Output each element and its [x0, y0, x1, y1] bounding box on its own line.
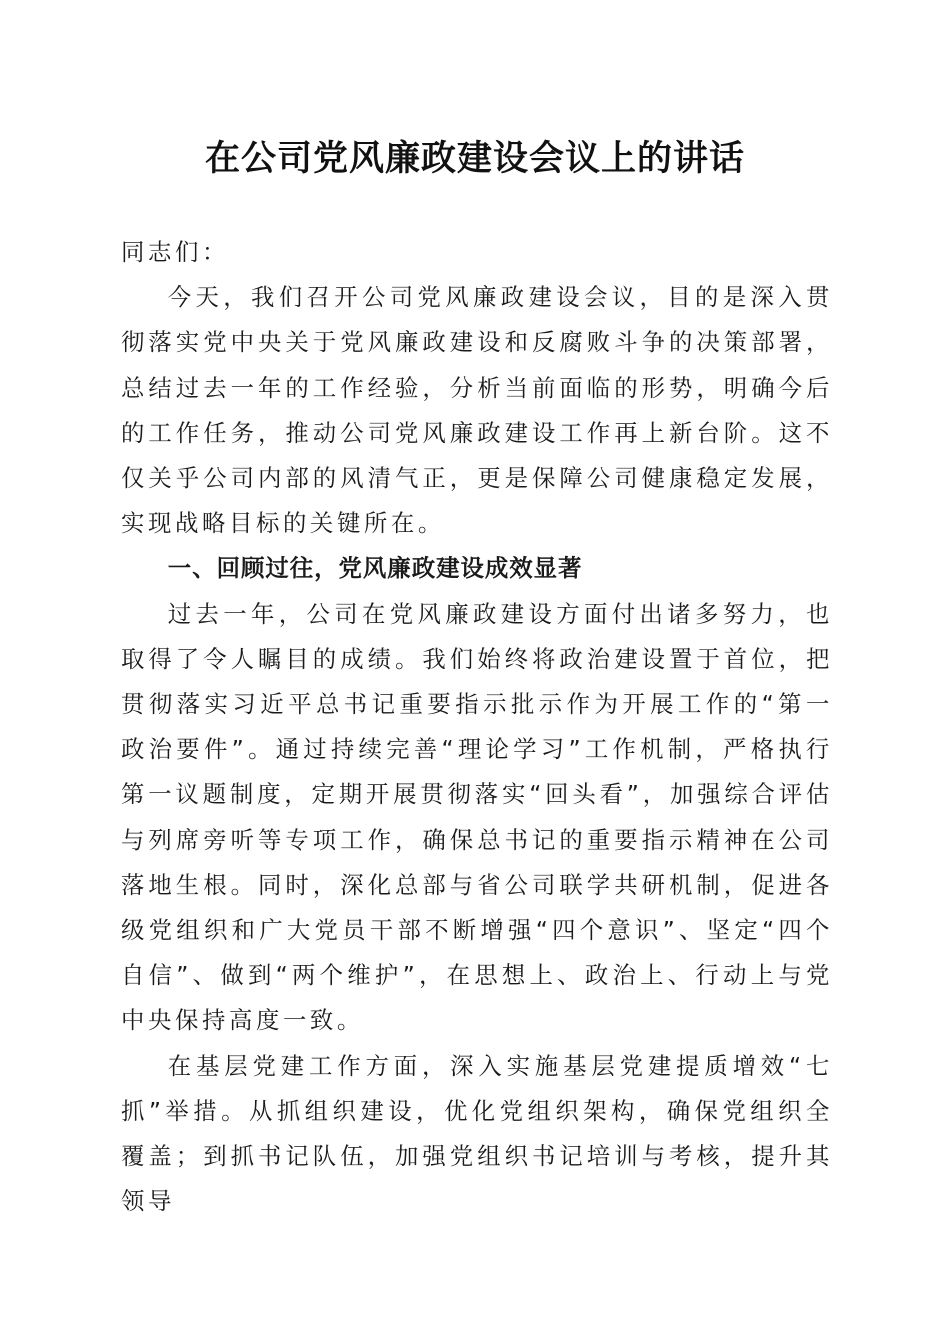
intro-paragraph: 今天，我们召开公司党风廉政建设会议，目的是深入贯彻落实党中央关于党风廉政建设和反腐败斗争的决策部署，总结过去一年的工作经验，分析当前面临的形势，明确今后的工作任务，推动公司党风廉政建设工作再上新台阶。这不仅关乎公司内部的风清气正，更是保障公司健康稳定发展，实现战略目标的关键所在。	[121, 283, 833, 538]
section-1-paragraph-2: 在基层党建工作方面，深入实施基层党建提质增效“七抓”举措。从抓组织建设，优化党组织架构，确保党组织全覆盖；到抓书记队伍，加强党组织书记培训与考核，提升其领导	[121, 1051, 833, 1216]
document-body	[121, 230, 833, 1224]
salutation: 同志们：	[121, 238, 229, 266]
section-heading-1: 一、回顾过往，党风廉政建设成效显著	[167, 554, 583, 583]
document-title: 在公司党风廉政建设会议上的讲话	[204, 138, 745, 179]
section-1-paragraph-1: 过去一年，公司在党风廉政建设方面付出诸多努力，也取得了令人瞩目的成绩。我们始终将政治建设置于首位，把贯彻落实习近平总书记重要指示批示作为开展工作的“第一政治要件”。通过持续完善“理论学习”工作机制，严格执行第一议题制度，定期开展贯彻落实“回头看”，加强综合评估与列席旁听等专项工作，确保总书记的重要指示精神在公司落地生根。同时，深化总部与省公司联学共研机制，促进各级党组织和广大党员干部不断增强“四个意识”、坚定“四个自信”、做到“两个维护”，在思想上、政治上、行动上与党中央保持高度一致。	[121, 599, 833, 1035]
